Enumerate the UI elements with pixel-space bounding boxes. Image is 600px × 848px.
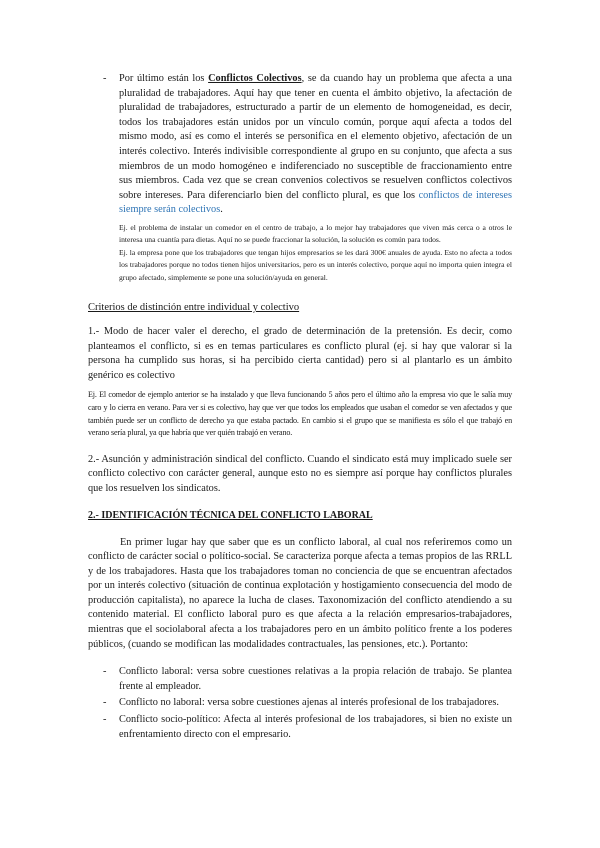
paragraph-criterio-1: 1.- Modo de hacer valer el derecho, el grado de determinación de la pretensión. Es decir, como planteamos el conflicto, si es en temas particulares es conflicto plural (ej. si hay que valorar si la persona ha cumplido sus horas, si ha percibido cierta cantidad) pero si al plantarlo es un ámbito genérico es colectivo xyxy=(88,325,512,381)
bullet-dash: - xyxy=(103,73,107,84)
heading-identificacion-tecnica: 2.- IDENTIFICACIÓN TÉCNICA DEL CONFLICTO LABORAL xyxy=(88,509,373,521)
list-item-text: Conflicto laboral: versa sobre cuestiones relativas a la propia relación de trabajo. Se plantea frente al empleador. xyxy=(119,666,512,692)
list-item-text: Conflicto socio-político: Afecta al interés profesional de los trabajadores, si bien no existe un enfrentamiento directo con el empresario. xyxy=(119,714,512,740)
list-item xyxy=(88,713,512,742)
term-conflictos-colectivos: Conflictos Colectivos xyxy=(208,73,302,84)
heading-criterios: Criterios de distinción entre individual y colectivo xyxy=(88,301,300,313)
text-body: , se da cuando hay un problema que afecta a una pluralidad de trabajadores. Aquí hay que tener en cuenta el ámbito objetivo, la afectación de pluralidad de trabajadores, estructurado a partir de un elemento de homogeneidad, es decir, todos los trabajadores están unidos por un vínculo común, porque aquí afecta a todos del mismo modo, así es como el interés se personifica en el elemento objetivo, afectación de un interés colectivo. Interés indivisible correspondiente al grupo en su conjunto, que afecta a sus miembros de un modo homogéneo e indiferenciado no susceptible de fraccionamiento entre sus miembros. Cada vez que se crean convenios colectivos se resuelven conflictos colectivos sobre intereses. Para diferenciarlo bien del conflicto plural, es que los xyxy=(119,73,512,201)
bullet-dash: - xyxy=(103,697,107,709)
example-comedor-verano: Ej. El comedor de ejemplo anterior se ha instalado y que lleva funcionando 5 años pero el último año la empresa vio que le salía muy caro y lo cierra en verano. Para ver si es colectivo, hay que ver que todos los empleados que usaban el comedor se ven afectados y que también puede ser un conflicto de derecho ya que estaba pactado. En cambio si el grupo que se manifiesta es sólo el que trabajó en verano sería plural, ya que habría que ver quién trabajó en verano. xyxy=(88,390,512,438)
example-ayuda: Ej. la empresa pone que los trabajadores que tengan hijos empresarios se les dará 300€ anuales de ayuda. Esto no afecta a todos los trabajadores porque no todos tienen hijos universitarios, pero es un interés colectivo, porque aquí no importa quien integra el grupo afectado, simplemente se pone una solución/ayuda en general. xyxy=(119,247,512,282)
highlight-conflictos-intereses: conflictos de intereses siempre serán colectivos xyxy=(119,189,512,216)
bullet-dash: - xyxy=(103,666,107,678)
text-end: . xyxy=(220,204,223,216)
example-comedor: Ej. el problema de instalar un comedor en el centro de trabajo, a lo mejor hay trabajadores que viven más cerca o a otros le interesa una cuantía para dietas. Aquí no se puede fraccionar la solución, la solución es común para todos. xyxy=(119,222,512,245)
bullet-dash: - xyxy=(103,714,107,726)
list-item-text: Conflicto no laboral: versa sobre cuestiones ajenas al interés profesional de los trabajadores. xyxy=(119,697,499,709)
text-lead: Por último están los xyxy=(119,73,209,84)
list-item xyxy=(88,696,512,711)
list-tipos-conflicto xyxy=(88,665,512,742)
bullet-conflictos-colectivos xyxy=(88,72,512,284)
list-item xyxy=(88,665,512,694)
paragraph-conflicto-laboral: En primer lugar hay que saber que es un conflicto laboral, al cual nos referiremos como un conflicto de carácter social o político-social. Se caracteriza porque afecta a temas propios de las RRLL y de los trabajadores. Hasta que los trabajadores toman no conciencia de que se encuentran afectados por un interés colectivo (situación de continua explotación y hostigamiento consecuencia del modo de producción capitalista), no aparece la lucha de clases. Taxonomización del conflicto atendiendo a su contenido material. El conflicto laboral puro es que afecta a la relación empresarios-trabajadores, mientras que el sociolaboral afecta a los trabajadores pero en un ámbito político frente a los poderes públicos, (cuando se modifican las modalidades contractuales, las pensiones, etc.). Portanto: xyxy=(88,536,512,650)
paragraph-conflictos-colectivos xyxy=(119,72,512,218)
paragraph-criterio-2: 2.- Asunción y administración sindical del conflicto. Cuando el sindicato está muy implicado suele ser conflicto colectivo con carácter general, aunque esto no es siempre así porque hay conflictos plurales que los resuelven los sindicatos. xyxy=(88,453,512,494)
